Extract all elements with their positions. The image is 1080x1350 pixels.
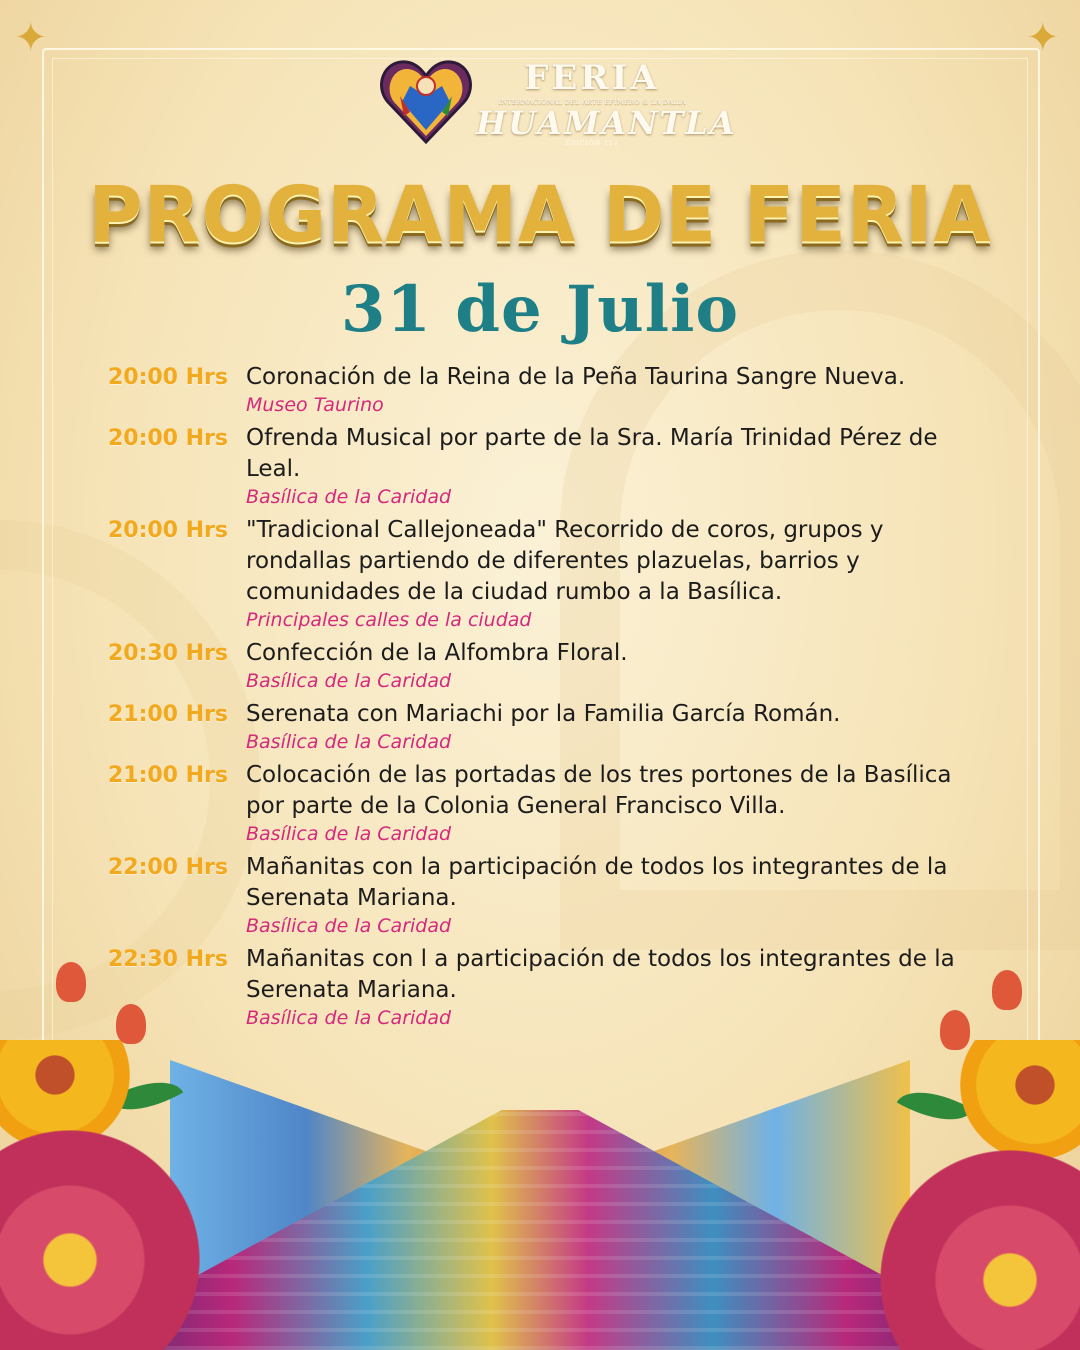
event-time: 21:00 Hrs xyxy=(107,702,228,727)
event-time: 21:00 Hrs xyxy=(107,763,228,788)
schedule-list xyxy=(92,362,992,1036)
event-location: Basílica de la Caridad xyxy=(246,1007,452,1029)
event-description: Mañanitas con la participación de todos los integrantes de la Serenata Mariana. xyxy=(246,854,948,911)
event-time: 20:30 Hrs xyxy=(107,641,228,666)
page-title: PROGRAMA DE FERIA xyxy=(88,169,992,261)
schedule-item xyxy=(92,944,992,1030)
dahlia-flower-icon xyxy=(960,1040,1080,1160)
schedule-item xyxy=(92,423,992,509)
logo-subtitle-text: INTERNACIONAL DEL ARTE EFÍMERO & LA DALIA xyxy=(498,98,686,106)
event-location: Museo Taurino xyxy=(246,394,384,416)
event-description: Ofrenda Musical por parte de la Sra. María Trinidad Pérez de Leal. xyxy=(246,425,938,482)
schedule-item xyxy=(92,362,992,417)
logo-feria-text: FERIA xyxy=(524,58,660,98)
logo-huamantla-text: HUAMANTLA xyxy=(476,104,737,142)
event-description: Serenata con Mariachi por la Familia García Román. xyxy=(246,701,841,727)
flower-bud-icon xyxy=(992,970,1022,1010)
event-description: Confección de la Alfombra Floral. xyxy=(246,640,628,666)
flower-bud-icon xyxy=(940,1010,970,1050)
schedule-item xyxy=(92,699,992,754)
schedule-item xyxy=(92,515,992,632)
event-time: 20:00 Hrs xyxy=(107,426,228,451)
event-time: 22:00 Hrs xyxy=(107,855,228,880)
event-time: 20:00 Hrs xyxy=(107,518,228,543)
event-location: Basílica de la Caridad xyxy=(246,823,452,845)
event-time: 22:30 Hrs xyxy=(107,947,228,972)
event-description: Mañanitas con l a participación de todos los integrantes de la Serenata Mariana. xyxy=(246,946,955,1003)
schedule-item xyxy=(92,760,992,846)
event-time: 20:00 Hrs xyxy=(107,365,228,390)
event-location: Basílica de la Caridad xyxy=(246,486,452,508)
feria-logo xyxy=(380,56,737,156)
logo-edition-text: EDICIÓN 152 xyxy=(565,140,619,147)
sparkle-icon: ✦ xyxy=(14,15,48,61)
dahlia-flower-icon xyxy=(880,1150,1080,1350)
logo-wordmark xyxy=(476,56,737,147)
heart-logo-icon xyxy=(380,56,472,146)
flower-bud-icon xyxy=(116,1004,146,1044)
event-location: Principales calles de la ciudad xyxy=(246,609,532,631)
schedule-item xyxy=(92,638,992,693)
event-description: Coronación de la Reina de la Peña Taurina Sangre Nueva. xyxy=(246,364,906,390)
event-date: 31 de Julio xyxy=(340,272,740,347)
event-description: "Tradicional Callejoneada" Recorrido de coros, grupos y rondallas partiendo de diferentes plazuelas, barrios y comunidades de la ciudad rumbo a la Basílica. xyxy=(246,517,884,605)
event-location: Basílica de la Caridad xyxy=(246,731,452,753)
event-description: Colocación de las portadas de los tres portones de la Basílica por parte de la Colonia General Francisco Villa. xyxy=(246,762,952,819)
sparkle-icon: ✦ xyxy=(1026,15,1060,61)
event-location: Basílica de la Caridad xyxy=(246,915,452,937)
schedule-item xyxy=(92,852,992,938)
floral-carpet-street-image xyxy=(0,1040,1080,1350)
event-location: Basílica de la Caridad xyxy=(246,670,452,692)
flower-bud-icon xyxy=(56,962,86,1002)
